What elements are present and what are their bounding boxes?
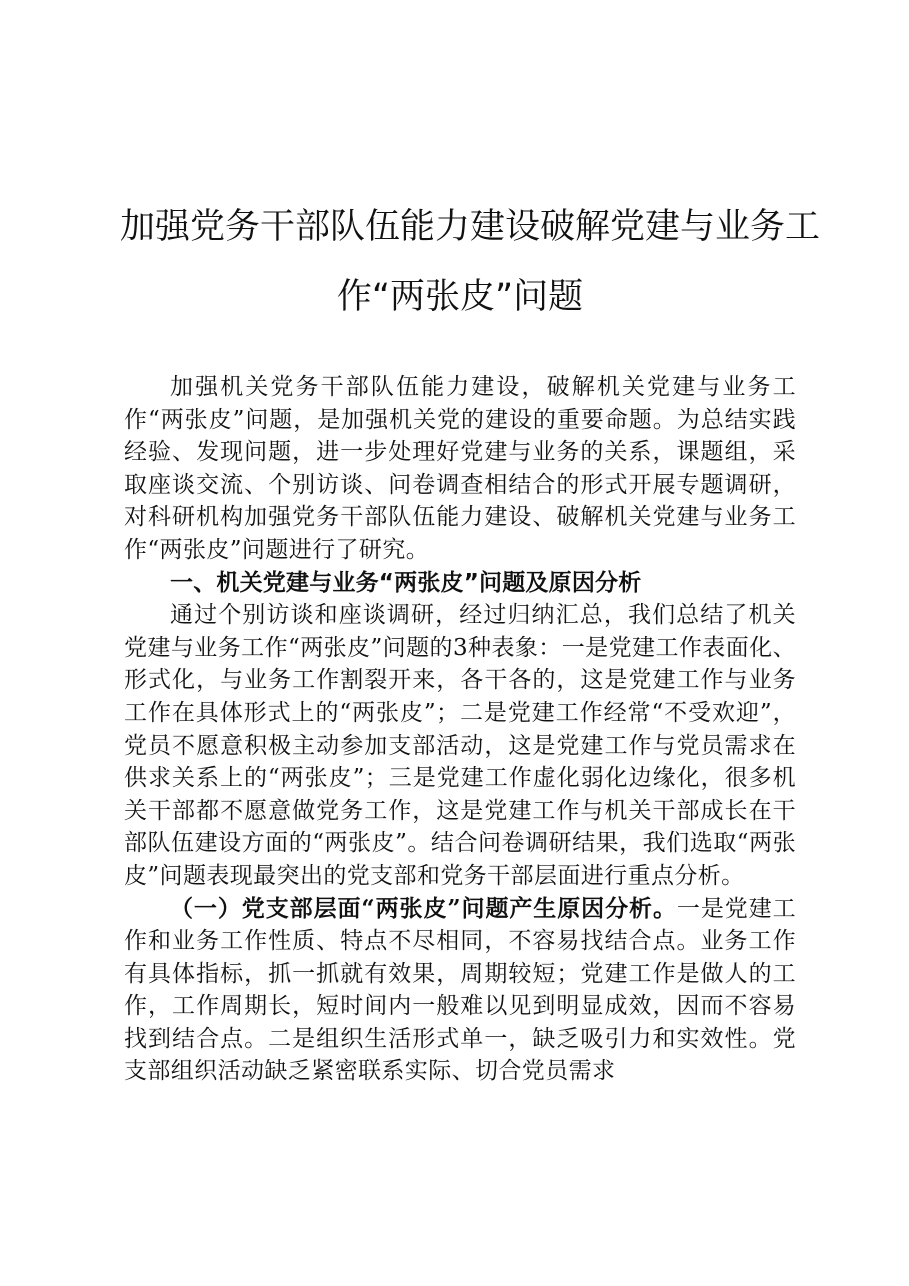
subsection-lead: （一）党支部层面“两张皮”问题产生原因分析。 xyxy=(170,894,677,922)
intro-paragraph: 加强机关党务干部队伍能力建设，破解机关党建与业务工作“两张皮”问题，是加强机关党的建设的重要命题。为总结实践经验、发现问题，进一步处理好党建与业务的关系，课题组，采取座谈交流、个别访谈、问卷调查相结合的形式开展专题调研，对科研机构加强党务干部队伍能力建设、破解机关党建与业务工作“两张皮”问题进行了研究。 xyxy=(124,374,796,563)
title-line-2: 作“两张皮”问题 xyxy=(336,277,584,317)
title-line-1: 加强党务干部队伍能力建设破解党建与业务工 xyxy=(120,207,821,247)
document-title xyxy=(120,192,821,332)
paragraph-2: 通过个别访谈和座谈调研，经过归纳汇总，我们总结了机关党建与业务工作“两张皮”问题的3种表象：一是党建工作表面化、形式化，与业务工作割裂开来，各干各的，这是党建工作与业务工作在具体形式上的“两张皮”；二是党建工作经常“不受欢迎”，党员不愿意积极主动参加支部活动，这是党建工作与党员需求在供求关系上的“两张皮”；三是党建工作虚化弱化边缘化，很多机关干部都不愿意做党务工作，这是党建工作与机关干部成长在干部队伍建设方面的“两张皮”。结合问卷调研结果，我们选取“两张皮”问题表现最突出的党支部和党务干部层面进行重点分析。 xyxy=(124,602,796,889)
document-body xyxy=(124,371,796,1088)
paragraph-3 xyxy=(124,893,796,1089)
section-heading-1: 一、机关党建与业务“两张皮”问题及原因分析 xyxy=(170,569,642,596)
paragraph-3-text: 一是党建工作和业务工作性质、特点不尽相同，不容易找结合点。业务工作有具体指标，抓一抓就有效果，周期较短；党建工作是做人的工作，工作周期长，短时间内一般难以见到明显成效，因而不容易找到结合点。二是组织生活形式单一，缺乏吸引力和实效性。党支部组织活动缺乏紧密联系实际、切合党员需求 xyxy=(124,895,797,1085)
